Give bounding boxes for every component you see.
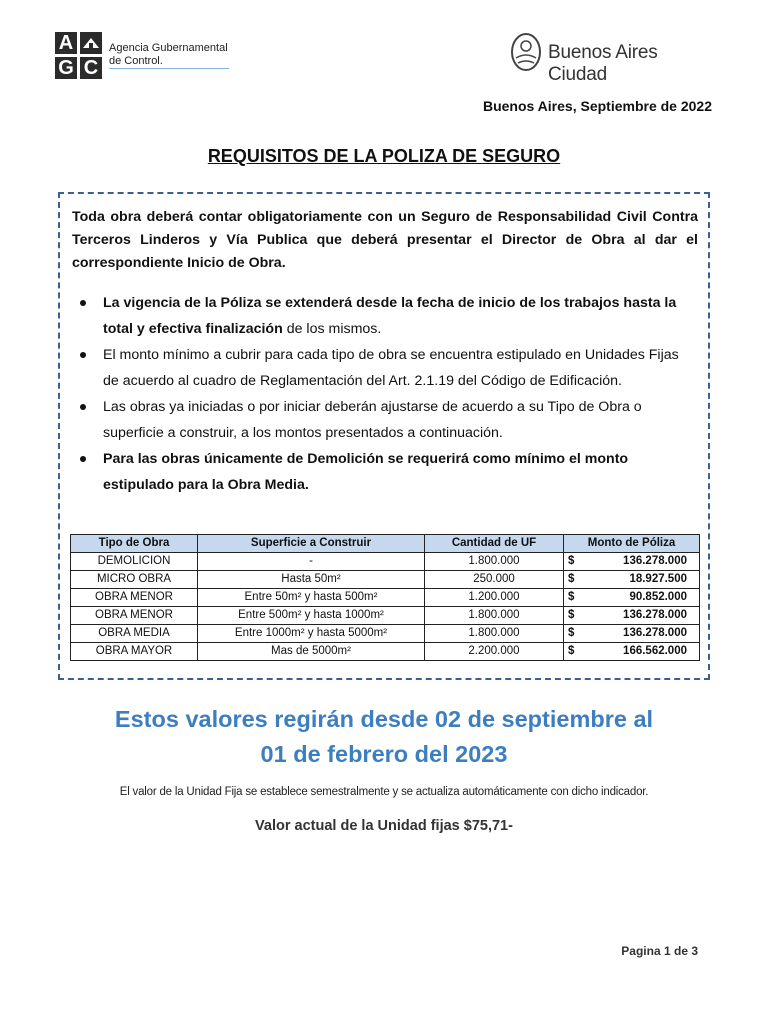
cell-superficie: Entre 1000m² y hasta 5000m² [198, 625, 425, 643]
cell-tipo: DEMOLICION [71, 553, 198, 571]
cell-monto [564, 589, 700, 607]
cell-monto [564, 607, 700, 625]
cell-uf: 1.800.000 [425, 607, 564, 625]
cell-tipo: OBRA MENOR [71, 589, 198, 607]
col-monto: Monto de Póliza [564, 535, 700, 553]
intro-paragraph: Toda obra deberá contar obligatoriamente con un Seguro de Responsabilidad Civil Contra Terceros Linderos y Vía Publica que deberá presentar el Director de Obra al dar el correspondiente Inicio de Obra. [72, 209, 698, 271]
uf-note: El valor de la Unidad Fija se establece semestralmente y se actualiza automáticamente con dicho indicador. [119, 786, 649, 798]
bullet-icon [80, 352, 86, 358]
list-item: Las obras ya iniciadas o por iniciar deberán ajustarse de acuerdo a su Tipo de Obra o superficie a construir, a los montos presentados a continuación. [72, 394, 698, 446]
cell-superficie: - [198, 553, 425, 571]
validity-notice [0, 702, 768, 772]
validity-line1: Estos valores regirán desde 02 de septiembre al [114, 706, 654, 732]
document-title: REQUISITOS DE LA POLIZA DE SEGURO [207, 146, 561, 166]
cell-superficie: Mas de 5000m² [198, 643, 425, 661]
uf-current-value: Valor actual de la Unidad fijas $75,71- [255, 818, 513, 834]
amount-value: 136.278.000 [623, 555, 687, 567]
building-icon [80, 32, 102, 54]
buenos-aires-logo [508, 32, 708, 85]
cell-tipo: OBRA MAYOR [71, 643, 198, 661]
amount-value: 136.278.000 [623, 627, 687, 639]
cell-superficie: Entre 500m² y hasta 1000m² [198, 607, 425, 625]
cell-uf: 1.200.000 [425, 589, 564, 607]
amount-value: 90.852.000 [629, 591, 687, 603]
agc-underline [109, 68, 229, 69]
currency-symbol: $ [568, 591, 575, 603]
table-row [71, 607, 700, 625]
cell-uf: 1.800.000 [425, 553, 564, 571]
cell-superficie: Entre 50m² y hasta 500m² [198, 589, 425, 607]
table-row [71, 643, 700, 661]
document-date: Buenos Aires, Septiembre de 2022 [482, 98, 712, 114]
currency-symbol: $ [568, 645, 575, 657]
cell-uf: 1.800.000 [425, 625, 564, 643]
cell-monto [564, 643, 700, 661]
agc-name [109, 42, 228, 68]
agc-name-line1: Agencia Gubernamental [109, 42, 228, 54]
list-item: La vigencia de la Póliza se extenderá desde la fecha de inicio de los trabajos hasta la total y efectiva finalización de los mismos. [72, 290, 698, 342]
currency-symbol: $ [568, 609, 575, 621]
cell-monto [564, 625, 700, 643]
agc-letter-grid [55, 32, 103, 80]
agc-logo [55, 32, 230, 80]
bullet-icon [80, 404, 86, 410]
cell-tipo: MICRO OBRA [71, 571, 198, 589]
cell-tipo: OBRA MENOR [71, 607, 198, 625]
amount-value: 136.278.000 [623, 609, 687, 621]
bullet-icon [80, 456, 86, 462]
cell-monto [564, 553, 700, 571]
bullet-icon [80, 300, 86, 306]
amount-value: 166.562.000 [623, 645, 687, 657]
agc-emblem-cell [80, 32, 102, 54]
list-item: El monto mínimo a cubrir para cada tipo de obra se encuentra estipulado en Unidades Fijas de acuerdo al cuadro de Reglamentación del Art. 2.1.19 del Código de Edificación. [72, 342, 698, 394]
currency-symbol: $ [568, 555, 575, 567]
col-uf: Cantidad de UF [425, 535, 564, 553]
city-logo-text: Buenos Aires Ciudad [548, 42, 658, 85]
validity-line2: 01 de febrero del 2023 [260, 741, 508, 767]
list-item: Para las obras únicamente de Demolición se requerirá como mínimo el monto estipulado para la Obra Media. [72, 446, 698, 498]
agc-letter-g: G [55, 57, 77, 79]
city-shield-icon [510, 32, 542, 72]
currency-symbol: $ [568, 573, 575, 585]
page-number: Pagina 1 de 3 [621, 944, 698, 958]
table-header-row [71, 535, 700, 553]
uf-table [70, 534, 700, 661]
col-tipo: Tipo de Obra [71, 535, 198, 553]
table-row [71, 589, 700, 607]
agc-letter-c: C [80, 57, 102, 79]
table-body [71, 553, 700, 661]
agc-letter-a: A [55, 32, 77, 54]
table-row [71, 553, 700, 571]
table-row [71, 625, 700, 643]
currency-symbol: $ [568, 627, 575, 639]
amount-value: 18.927.500 [629, 573, 687, 585]
cell-superficie: Hasta 50m² [198, 571, 425, 589]
cell-uf: 2.200.000 [425, 643, 564, 661]
cell-uf: 250.000 [425, 571, 564, 589]
cell-monto [564, 571, 700, 589]
col-superficie: Superficie a Construir [198, 535, 425, 553]
requirements-list [72, 290, 698, 498]
agc-name-line2: de Control. [109, 55, 163, 67]
cell-tipo: OBRA MEDIA [71, 625, 198, 643]
table-row [71, 571, 700, 589]
